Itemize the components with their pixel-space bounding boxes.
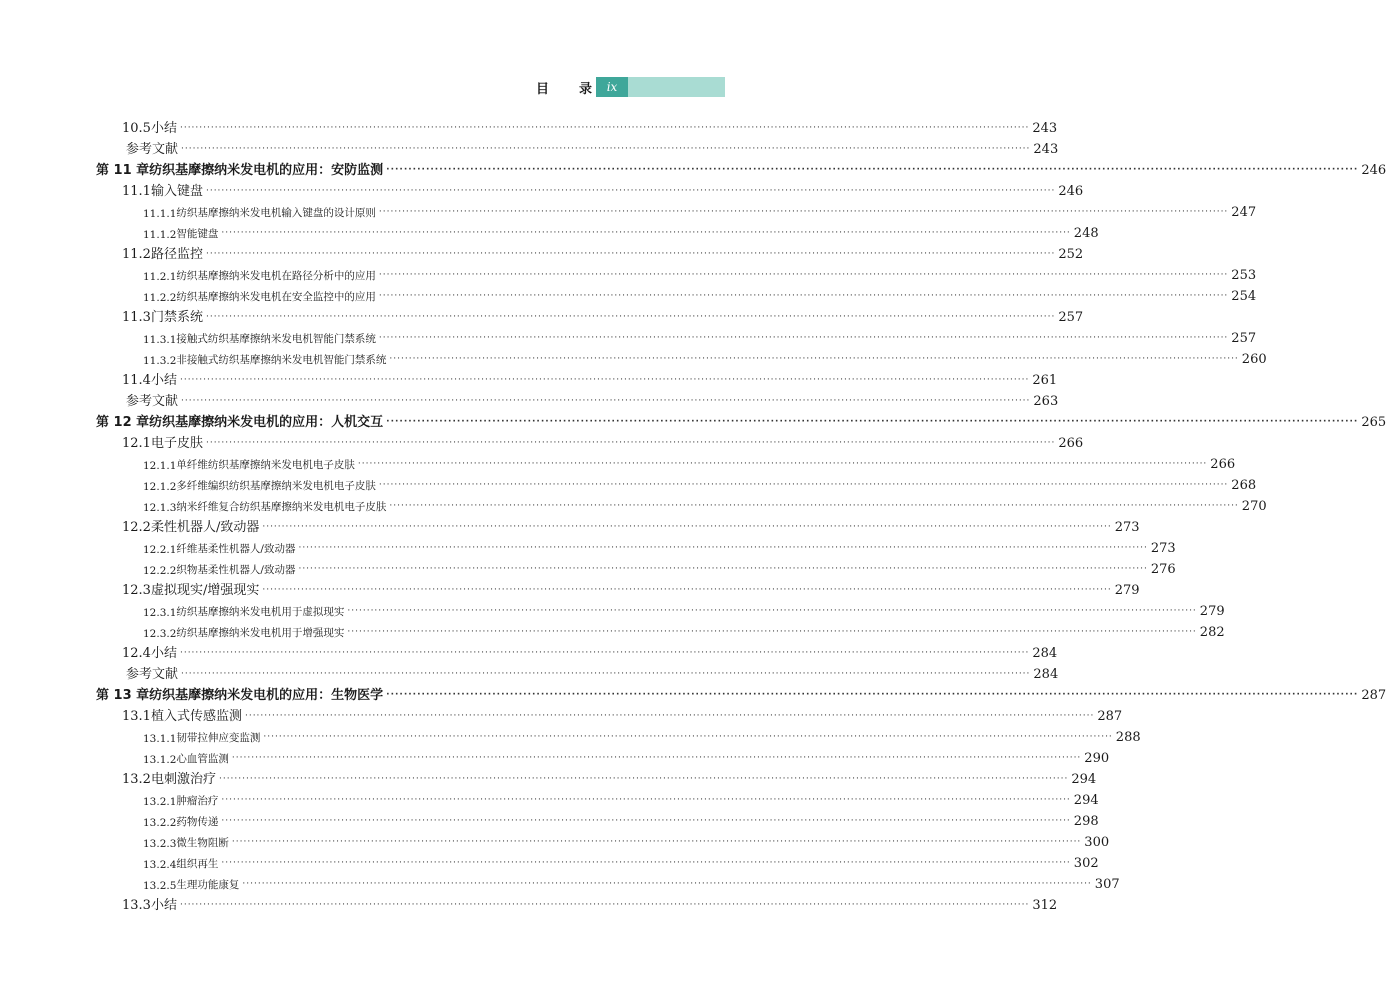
toc-entry-page: 282 <box>1199 625 1225 640</box>
dot-leader: ···························································································································································································································· <box>221 228 1071 238</box>
toc-entry-section[interactable] <box>96 892 1058 913</box>
dot-leader: ···························································································································································································································· <box>386 417 1359 427</box>
toc-entry-section[interactable] <box>96 304 1084 325</box>
toc-entry-page: 284 <box>1033 667 1059 682</box>
toc-entry-title: 单纤维纺织基摩擦纳米发电机电子皮肤 <box>176 459 355 471</box>
toc-entry-page: 263 <box>1033 394 1059 409</box>
toc-entry-number: 13.1.1 <box>143 733 177 745</box>
running-header-title <box>536 77 592 97</box>
toc-entry-chapter[interactable] <box>96 682 1386 703</box>
toc-entry-page: 288 <box>1115 730 1141 745</box>
toc-entry-number: 12.1.1 <box>143 460 177 472</box>
toc-entry-number: 11.2 <box>122 247 151 262</box>
dot-leader: ···························································································································································································································· <box>181 144 1031 154</box>
toc-entry-sub[interactable] <box>96 724 1141 745</box>
dot-leader: ···························································································································································································································· <box>298 564 1148 574</box>
toc-entry-number: 13.3 <box>122 898 151 913</box>
dot-leader: ···························································································································································································································· <box>221 795 1071 805</box>
dot-leader: ···························································································································································································································· <box>205 249 1056 259</box>
toc-entry-ref[interactable] <box>96 661 1059 682</box>
toc-entry-title: 纺织基摩擦纳米发电机的应用：生物医学 <box>149 688 384 703</box>
toc-entry-sub[interactable] <box>96 220 1099 241</box>
dot-leader: ···························································································································································································································· <box>179 375 1030 385</box>
toc-entry-page: 248 <box>1073 226 1099 241</box>
toc-entry-page: 252 <box>1058 247 1084 262</box>
toc-entry-sub[interactable] <box>96 556 1176 577</box>
toc-entry-sub[interactable] <box>96 745 1110 766</box>
dot-leader: ···························································································································································································································· <box>231 837 1082 847</box>
header-title-right: 录 <box>578 81 592 97</box>
toc-entry-sub[interactable] <box>96 598 1225 619</box>
dot-leader: ···························································································································································································································· <box>378 270 1229 280</box>
toc-entry-page: 243 <box>1033 142 1059 157</box>
dot-leader: ···························································································································································································································· <box>386 165 1359 175</box>
toc-entry-number: 12.2 <box>122 520 151 535</box>
dot-leader: ···························································································································································································································· <box>218 774 1069 784</box>
toc-entry-page: 254 <box>1231 289 1257 304</box>
toc-entry-chapter[interactable] <box>96 157 1386 178</box>
toc-entry-sub[interactable] <box>96 808 1099 829</box>
toc-entry-title: 电子皮肤 <box>150 436 203 451</box>
toc-entry-page: 284 <box>1032 646 1058 661</box>
toc-entry-title: 纺织基摩擦纳米发电机用于虚拟现实 <box>176 606 345 618</box>
dot-leader: ···························································································································································································································· <box>181 669 1031 679</box>
toc-entry-sub[interactable] <box>96 850 1099 871</box>
toc-entry-title: 小结 <box>150 646 177 661</box>
toc-entry-number: 第 13 章 <box>96 688 150 703</box>
toc-entry-title: 参考文献 <box>126 394 179 409</box>
toc-entry-sub[interactable] <box>96 535 1176 556</box>
toc-entry-sub[interactable] <box>96 262 1257 283</box>
toc-entry-number: 12.1.3 <box>143 502 177 514</box>
toc-entry-page: 253 <box>1231 268 1257 283</box>
toc-entry-number: 11.3 <box>122 310 151 325</box>
toc-entry-title: 电刺激治疗 <box>150 772 216 787</box>
toc-entry-number: 第 11 章 <box>96 163 150 178</box>
toc-entry-title: 纺织基摩擦纳米发电机输入键盘的设计原则 <box>176 207 376 219</box>
toc-entry-number: 13.2.3 <box>143 838 177 850</box>
toc-entry-sub[interactable] <box>96 451 1236 472</box>
toc-entry-page: 298 <box>1073 814 1099 829</box>
toc-entry-title: 纺织基摩擦纳米发电机的应用：人机交互 <box>149 415 384 430</box>
toc-entry-title: 输入键盘 <box>150 184 203 199</box>
toc-entry-number: 12.2.2 <box>143 565 177 577</box>
dot-leader: ···························································································································································································································· <box>179 900 1030 910</box>
toc-entry-page: 265 <box>1361 415 1386 430</box>
toc-entry-title: 韧带拉伸应变监测 <box>176 732 261 744</box>
page-numeral: ix <box>596 77 628 97</box>
toc-entry-page: 246 <box>1361 163 1386 178</box>
toc-entry-section[interactable] <box>96 577 1140 598</box>
toc-entry-page: 257 <box>1058 310 1084 325</box>
toc-entry-ref[interactable] <box>96 136 1059 157</box>
toc-entry-number: 11.1.1 <box>143 208 177 220</box>
dot-leader: ···························································································································································································································· <box>179 648 1030 658</box>
toc-entry-title: 纺织基摩擦纳米发电机在安全监控中的应用 <box>176 291 376 303</box>
dot-leader: ···························································································································································································································· <box>181 396 1031 406</box>
toc-entry-page: 279 <box>1199 604 1225 619</box>
toc-entry-number: 第 12 章 <box>96 415 150 430</box>
toc-entry-title: 小结 <box>150 898 177 913</box>
toc-entry-page: 243 <box>1032 121 1058 136</box>
toc-entry-section[interactable] <box>96 115 1058 136</box>
toc-entry-section[interactable] <box>96 367 1058 388</box>
toc-entry-page: 279 <box>1114 583 1140 598</box>
toc-entry-sub[interactable] <box>96 472 1257 493</box>
toc-entry-number: 12.4 <box>122 646 151 661</box>
header-title-left: 目 <box>536 81 550 97</box>
toc-entry-number: 11.1 <box>122 184 151 199</box>
header-accent-strip <box>628 77 725 97</box>
toc-entry-title: 织物基柔性机器人/致动器 <box>176 564 296 576</box>
toc-entry-sub[interactable] <box>96 346 1267 367</box>
toc-entry-number: 13.2.4 <box>143 859 177 871</box>
toc-entry-page: 247 <box>1231 205 1257 220</box>
toc-entry-page: 268 <box>1231 478 1257 493</box>
toc-entry-title: 参考文献 <box>126 667 179 682</box>
toc-entry-page: 261 <box>1032 373 1058 388</box>
toc-entry-number: 11.2.2 <box>143 292 177 304</box>
toc-entry-number: 13.2.2 <box>143 817 177 829</box>
dot-leader: ···························································································································································································································· <box>205 438 1056 448</box>
dot-leader: ···························································································································································································································· <box>221 816 1071 826</box>
dot-leader: ···························································································································································································································· <box>205 312 1056 322</box>
dot-leader: ···························································································································································································································· <box>389 501 1239 511</box>
toc-entry-number: 12.1 <box>122 436 151 451</box>
toc-entry-title: 门禁系统 <box>150 310 203 325</box>
toc-entry-number: 12.3.1 <box>143 607 177 619</box>
toc-entry-number: 13.1 <box>122 709 151 724</box>
toc-entry-page: 266 <box>1058 436 1084 451</box>
toc-entry-section[interactable] <box>96 766 1097 787</box>
toc-entry-number: 11.3.1 <box>143 334 177 346</box>
toc-entry-sub[interactable] <box>96 493 1267 514</box>
toc-entry-title: 植入式传感监测 <box>150 709 242 724</box>
toc-entry-number: 13.2 <box>122 772 151 787</box>
toc-entry-page: 287 <box>1361 688 1386 703</box>
toc-entry-title: 小结 <box>150 373 177 388</box>
dot-leader: ···························································································································································································································· <box>262 522 1112 532</box>
toc-entry-title: 非接触式纺织基摩擦纳米发电机智能门禁系统 <box>176 354 387 366</box>
dot-leader: ···························································································································································································································· <box>386 690 1359 700</box>
toc-entry-page: 246 <box>1058 184 1084 199</box>
toc-entry-section[interactable] <box>96 514 1140 535</box>
toc-entry-sub[interactable] <box>96 325 1257 346</box>
toc-entry-page: 257 <box>1231 331 1257 346</box>
toc-entry-page: 294 <box>1073 793 1099 808</box>
dot-leader: ···························································································································································································································· <box>298 543 1148 553</box>
dot-leader: ···························································································································································································································· <box>231 753 1082 763</box>
dot-leader: ···························································································································································································································· <box>179 123 1030 133</box>
toc-entry-number: 13.2.1 <box>143 796 177 808</box>
toc-entry-sub[interactable] <box>96 199 1257 220</box>
toc-entry-number: 12.2.1 <box>143 544 177 556</box>
dot-leader: ···························································································································································································································· <box>357 459 1208 469</box>
toc-entry-title: 小结 <box>150 121 177 136</box>
toc-entry-ref[interactable] <box>96 388 1059 409</box>
toc-entry-page: 312 <box>1032 898 1058 913</box>
toc-entry-number: 13.2.5 <box>143 880 177 892</box>
toc-entry-number: 12.3 <box>122 583 151 598</box>
toc-entry-sub[interactable] <box>96 787 1099 808</box>
dot-leader: ···························································································································································································································· <box>221 858 1071 868</box>
dot-leader: ···························································································································································································································· <box>244 711 1095 721</box>
toc-entry-section[interactable] <box>96 178 1084 199</box>
toc-entry-title: 纤维基柔性机器人/致动器 <box>176 543 296 555</box>
toc-entry-page: 307 <box>1094 877 1120 892</box>
toc-entry-title: 心血管监测 <box>176 753 229 765</box>
toc-entry-page: 290 <box>1084 751 1110 766</box>
toc-entry-page: 287 <box>1097 709 1123 724</box>
toc-entry-title: 生理功能康复 <box>176 879 240 891</box>
toc-entry-number: 11.3.2 <box>143 355 177 367</box>
toc-entry-section[interactable] <box>96 640 1058 661</box>
toc-entry-page: 302 <box>1073 856 1099 871</box>
toc-entry-title: 组织再生 <box>176 858 219 870</box>
toc-entry-sub[interactable] <box>96 283 1257 304</box>
dot-leader: ···························································································································································································································· <box>242 879 1092 889</box>
dot-leader: ···························································································································································································································· <box>378 291 1229 301</box>
toc-entry-section[interactable] <box>96 703 1123 724</box>
toc-entry-page: 273 <box>1150 541 1176 556</box>
toc-entry-page: 276 <box>1150 562 1176 577</box>
table-of-contents <box>96 115 1386 913</box>
dot-leader: ···························································································································································································································· <box>205 186 1056 196</box>
toc-entry-title: 接触式纺织基摩擦纳米发电机智能门禁系统 <box>176 333 376 345</box>
toc-entry-number: 12.1.2 <box>143 481 177 493</box>
toc-entry-title: 路径监控 <box>150 247 203 262</box>
dot-leader: ···························································································································································································································· <box>347 627 1197 637</box>
dot-leader: ···························································································································································································································· <box>378 207 1229 217</box>
toc-entry-page: 294 <box>1071 772 1097 787</box>
toc-entry-title: 多纤维编织纺织基摩擦纳米发电机电子皮肤 <box>176 480 376 492</box>
toc-entry-section[interactable] <box>96 430 1084 451</box>
toc-entry-title: 纺织基摩擦纳米发电机用于增强现实 <box>176 627 345 639</box>
toc-entry-number: 13.1.2 <box>143 754 177 766</box>
toc-entry-title: 肿瘤治疗 <box>176 795 219 807</box>
toc-entry-chapter[interactable] <box>96 409 1386 430</box>
toc-entry-title: 纺织基摩擦纳米发电机在路径分析中的应用 <box>176 270 376 282</box>
toc-entry-sub[interactable] <box>96 829 1110 850</box>
dot-leader: ···························································································································································································································· <box>378 480 1229 490</box>
header-band <box>596 77 725 97</box>
toc-entry-title: 柔性机器人/致动器 <box>150 520 260 535</box>
dot-leader: ···························································································································································································································· <box>262 585 1112 595</box>
dot-leader: ···························································································································································································································· <box>389 354 1239 364</box>
toc-entry-title: 智能键盘 <box>176 228 219 240</box>
toc-entry-number: 12.3.2 <box>143 628 177 640</box>
dot-leader: ···························································································································································································································· <box>347 606 1197 616</box>
toc-entry-page: 300 <box>1084 835 1110 850</box>
toc-entry-section[interactable] <box>96 241 1084 262</box>
dot-leader: ···························································································································································································································· <box>263 732 1113 742</box>
toc-entry-title: 虚拟现实/增强现实 <box>150 583 260 598</box>
toc-entry-page: 260 <box>1241 352 1267 367</box>
toc-entry-title: 参考文献 <box>126 142 179 157</box>
toc-entry-page: 273 <box>1114 520 1140 535</box>
dot-leader: ···························································································································································································································· <box>378 333 1229 343</box>
toc-entry-page: 266 <box>1210 457 1236 472</box>
toc-entry-title: 药物传递 <box>176 816 219 828</box>
toc-entry-page: 270 <box>1241 499 1267 514</box>
toc-entry-title: 微生物阻断 <box>176 837 229 849</box>
toc-entry-number: 11.2.1 <box>143 271 177 283</box>
toc-entry-number: 11.1.2 <box>143 229 177 241</box>
toc-entry-number: 10.5 <box>122 121 151 136</box>
toc-entry-number: 11.4 <box>122 373 151 388</box>
toc-entry-title: 纺织基摩擦纳米发电机的应用：安防监测 <box>149 163 384 178</box>
toc-entry-sub[interactable] <box>96 619 1225 640</box>
toc-entry-sub[interactable] <box>96 871 1120 892</box>
toc-entry-title: 纳米纤维复合纺织基摩擦纳米发电机电子皮肤 <box>176 501 387 513</box>
